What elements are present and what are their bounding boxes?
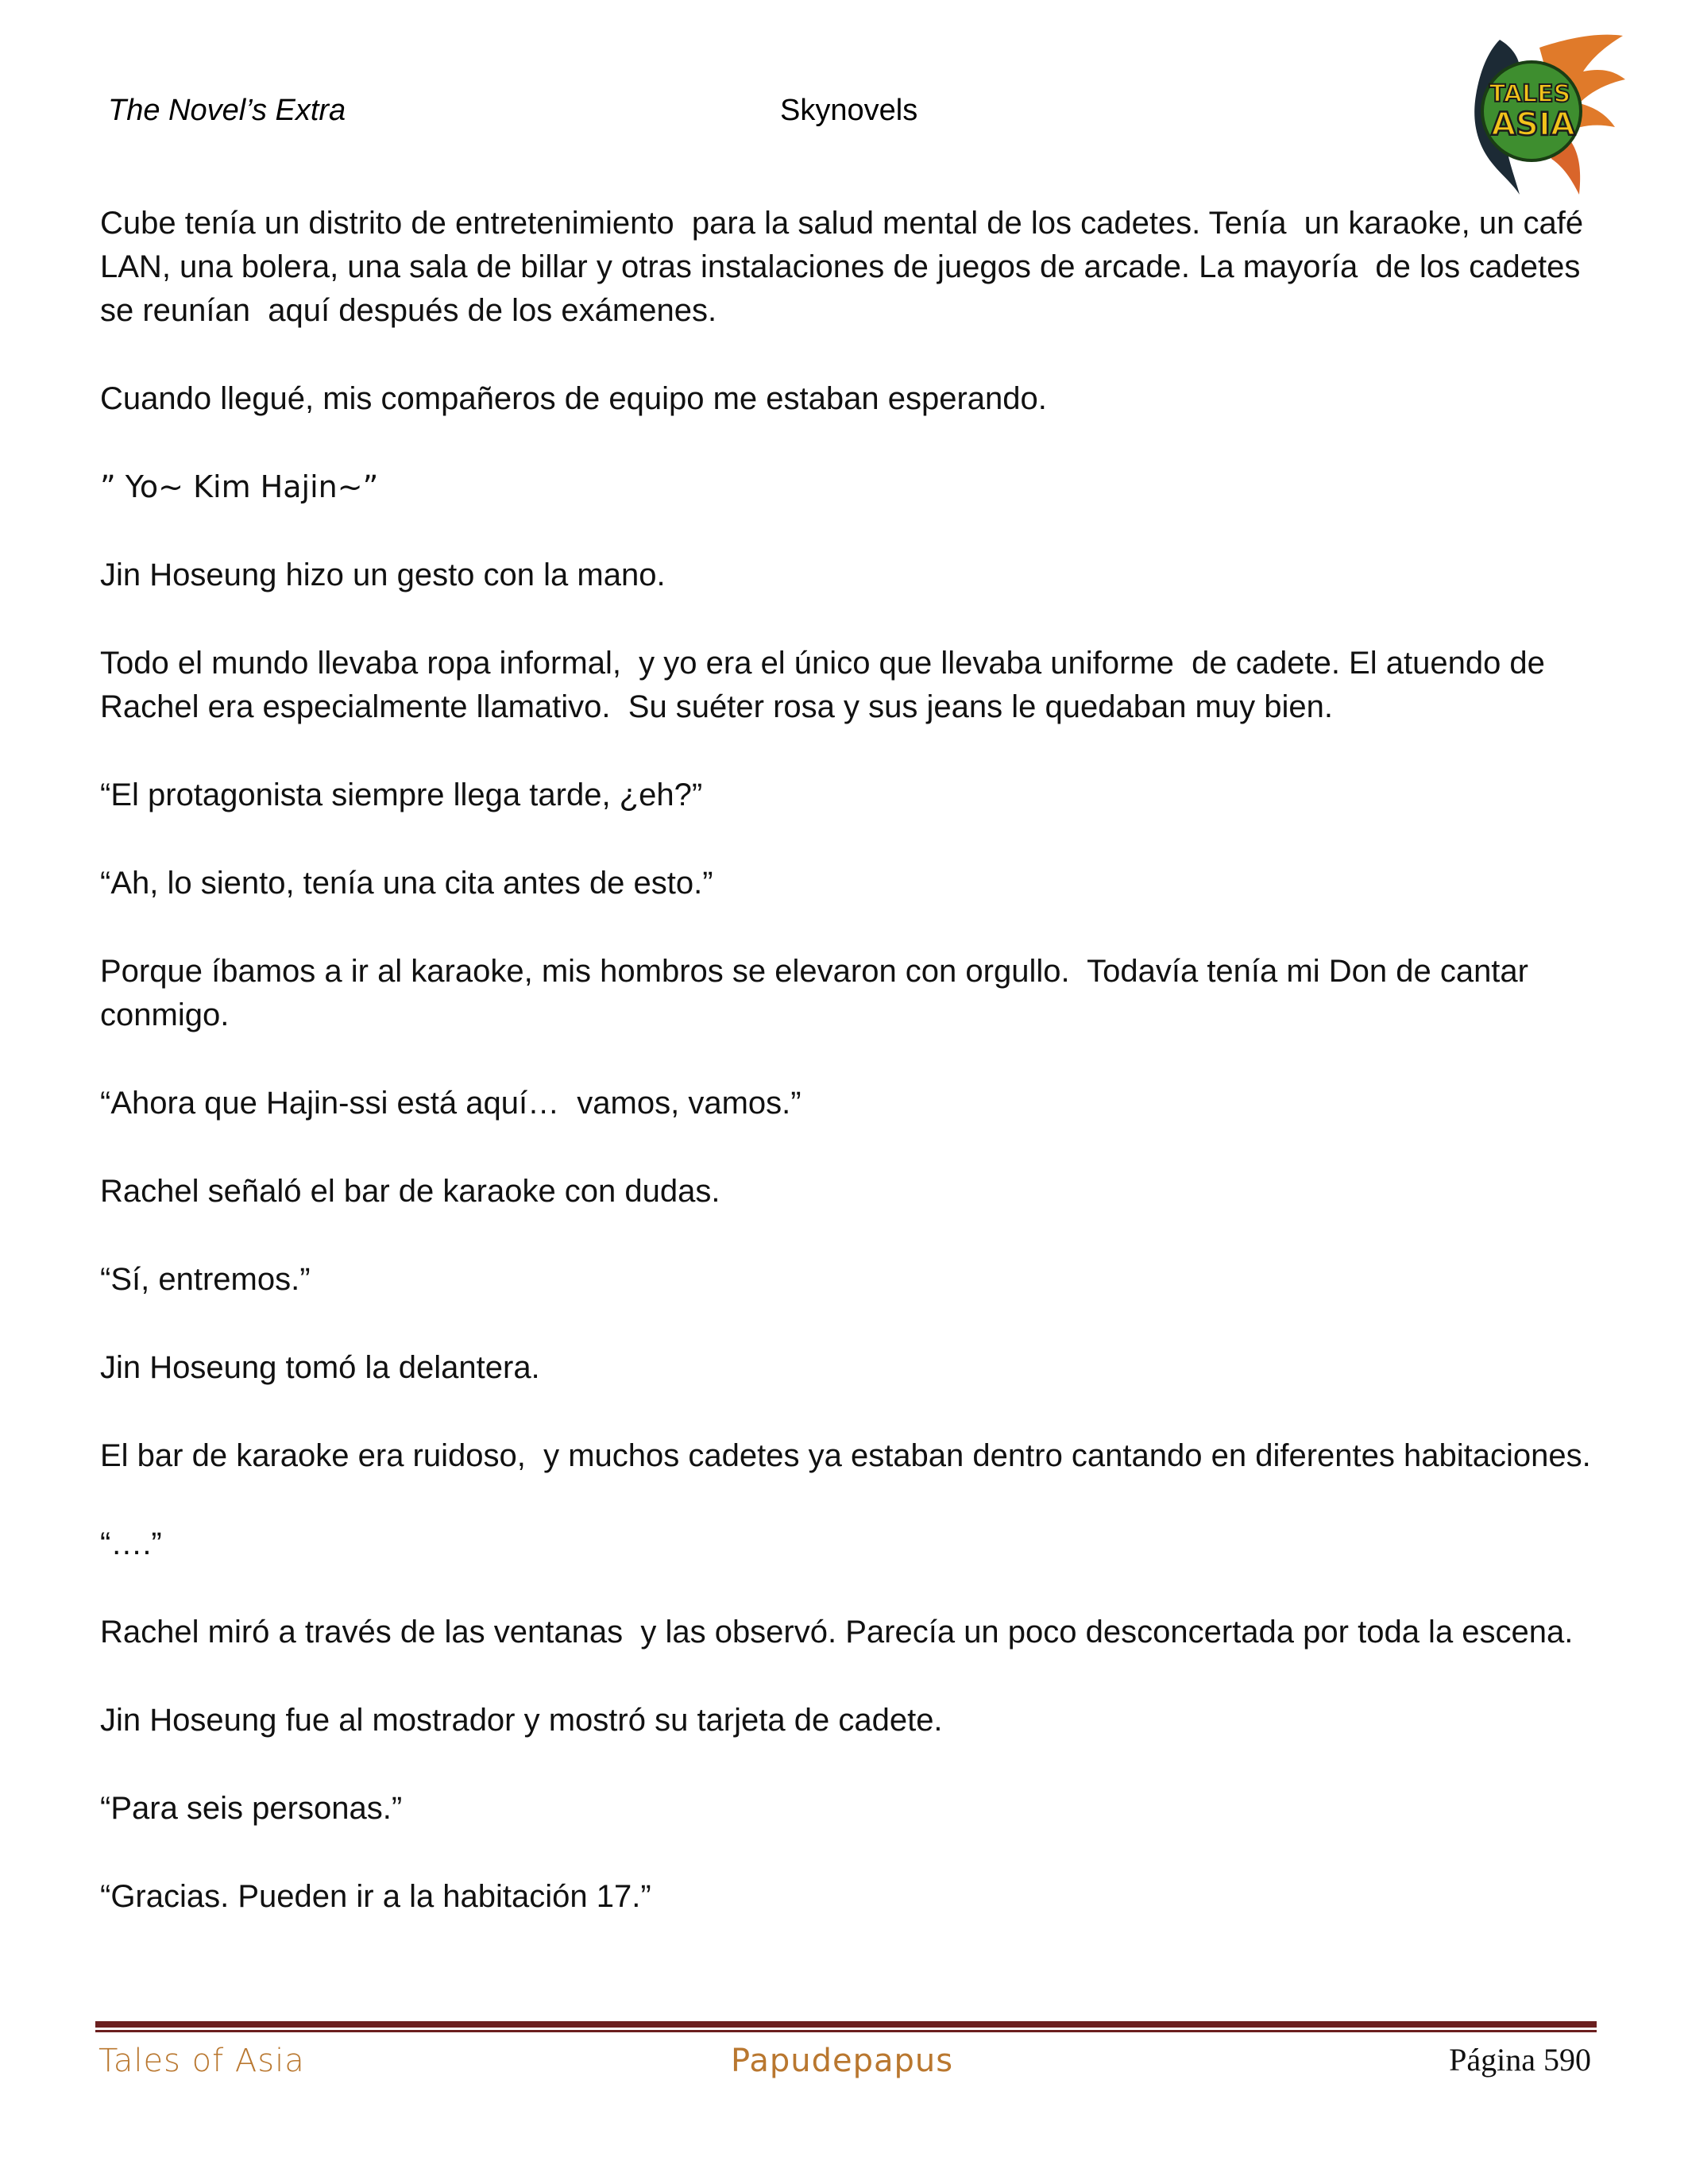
paragraph: ” Yo~ Kim Hajin~” (100, 469, 379, 504)
paragraph: Rachel miró a través de las ventanas y las observó. Parecía un poco desconcertada por toda la escena. (100, 1615, 1574, 1650)
paragraph: Jin Hoseung fue al mostrador y mostró su tarjeta de cadete. (100, 1703, 943, 1738)
paragraph: Rachel señaló el bar de karaoke con dudas. (100, 1174, 720, 1209)
paragraph: “Para seis personas.” (100, 1791, 403, 1826)
logo-text-tales: TALES (1489, 80, 1571, 108)
header-site-name: Skynovels (780, 94, 918, 127)
footer-translator: Papudepapus (731, 2043, 954, 2079)
footer-site-name: Tales of Asia (98, 2043, 305, 2079)
paragraph: Cube tenía un distrito de entretenimiento para la salud mental de los cadetes. Tenía un karaoke, un café LAN, una bolera, una sala de billar y otras instalaciones de juegos de arcade. La mayoría de los cadetes se reunían aquí después de los exámenes. (100, 206, 1593, 328)
paragraph: “Ahora que Hajin-ssi está aquí… vamos, vamos.” (100, 1086, 802, 1121)
footer-rule-thin (95, 2030, 1597, 2032)
paragraph: “Sí, entremos.” (100, 1262, 311, 1297)
page-number: Página 590 (1449, 2042, 1591, 2078)
paragraph: Porque íbamos a ir al karaoke, mis hombros se elevaron con orgullo. Todavía tenía mi Don de cantar conmigo. (100, 954, 1538, 1032)
paragraph: “….” (100, 1526, 162, 1561)
paragraph: Jin Hoseung tomó la delantera. (100, 1350, 540, 1385)
header-book-title: The Novel’s Extra (108, 94, 346, 127)
paragraph: “Ah, lo siento, tenía una cita antes de esto.” (100, 866, 713, 901)
chapter-body (100, 202, 1593, 1963)
paragraph: Todo el mundo llevaba ropa informal, y yo era el único que llevaba uniforme de cadete. El atuendo de Rachel era especialmente llamativo. Su suéter rosa y sus jeans le quedaban muy bien. (100, 646, 1555, 724)
footer-rule (95, 2021, 1597, 2028)
tales-of-asia-logo (1444, 32, 1627, 199)
paragraph: Cuando llegué, mis compañeros de equipo me estaban esperando. (100, 381, 1047, 416)
paragraph: Jin Hoseung hizo un gesto con la mano. (100, 558, 666, 592)
logo-text-asia: ASIA (1491, 106, 1575, 143)
paragraph: “El protagonista siempre llega tarde, ¿eh?” (100, 778, 703, 812)
paragraph: El bar de karaoke era ruidoso, y muchos cadetes ya estaban dentro cantando en diferentes habitaciones. (100, 1438, 1591, 1473)
paragraph: “Gracias. Pueden ir a la habitación 17.” (100, 1879, 651, 1914)
